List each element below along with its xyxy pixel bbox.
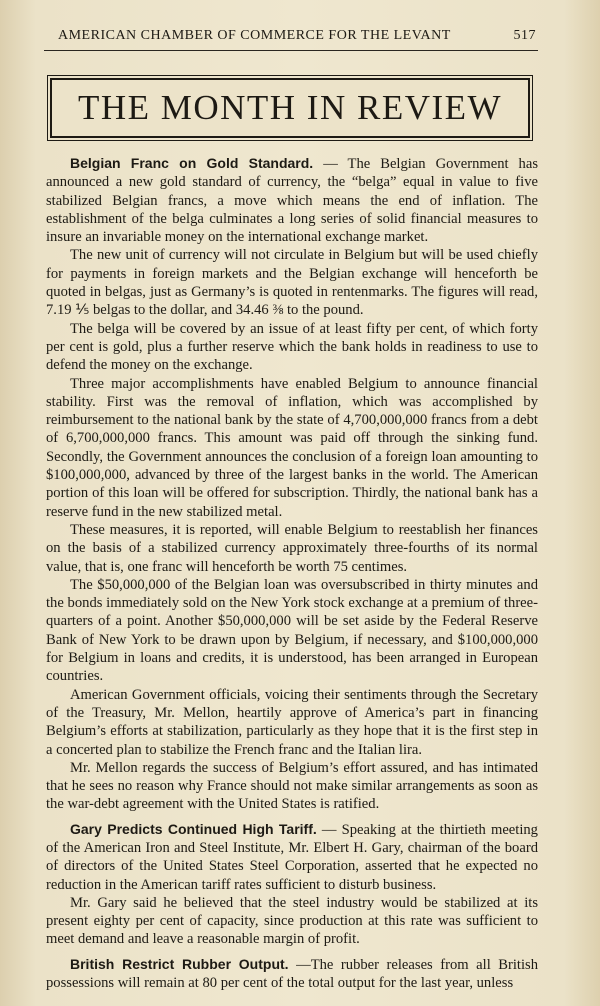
publication-title: AMERICAN CHAMBER OF COMMERCE FOR THE LEVANT <box>58 28 451 43</box>
paragraph: The new unit of currency will not circulate in Belgium but will be used chiefly for payments in foreign markets and the Belgian exchange will henceforth be quoted in belgas, just as Germany’s is quoted in rentenmarks. The figures will read, 7.19 ⅕ belgas to the dollar, and 34.46 ⅜ to the pound. <box>46 247 538 319</box>
running-head <box>58 28 536 44</box>
section-title: THE MONTH IN REVIEW <box>77 88 503 127</box>
gary-text: — Speaking at the thirtieth meeting of the American Iron and Steel Institute, Mr. Elbert H. Gary, chairman of the board of directors of the United States Steel Corporation, asserted that he expected no reduction in the American tariff rates sufficient to disturb business. <box>46 821 538 893</box>
paragraph: Mr. Mellon regards the success of Belgium’s effort assured, and has intimated that he sees no reason why France should not make similar arrangements as soon as the war-debt agreement with the United States is ratified. <box>46 759 538 813</box>
article-body <box>46 154 538 992</box>
paragraph: American Government officials, voicing their sentiments through the Secretary of the Treasury, Mr. Mellon, heartily approve of America’s part in financing Belgium’s efforts at stabilization, particularly as they hope that it is the first step in a concerted plan to stabilize the French franc and the Italian lira. <box>46 686 538 758</box>
paragraph: The $50,000,000 of the Belgian loan was oversubscribed in thirty minutes and the bonds immediately sold on the New York stock exchange at a premium of three-quarters of a point. Another $50,000,000 will be set aside by the Federal Reserve Bank of New York to be drawn upon by Belgium, if necessary, and $100,000,000 for Belgium in loans and credits, it is understood, has been arranged in European countries. <box>46 576 538 685</box>
paragraph: These measures, it is reported, will enable Belgium to reestablish her finances on the basis of a stabilized currency approximately three-fourths of its normal value, that is, one franc will henceforth be worth 75 centimes. <box>46 521 538 575</box>
header-rule <box>44 50 538 51</box>
paragraph: The belga will be covered by an issue of at least fifty per cent, of which forty per cent is gold, plus a further reserve which the bank holds in readiness to use to defend the money on the exchange. <box>46 320 538 374</box>
belgian-text: — The Belgian Government has announced a new gold standard of currency, the “belga” equal in value to five stabilized Belgian francs, a move which means the end of inflation. The establishment of the belga culminates a long series of solid financial measures to insure an invariable money on the international exchange market. <box>46 156 538 246</box>
belgian-paragraph <box>46 154 538 246</box>
paragraph: Mr. Gary said he believed that the steel industry would be stabilized at its present eighty per cent of capacity, since production at this rate was sufficient to meet demand and leave a reasonable margin of profit. <box>46 894 538 948</box>
paragraph: Three major accomplishments have enabled Belgium to announce financial stability. First was the removal of inflation, which was accomplished by reimbursement to the national bank by the state of 4,700,000,000 francs from a debt of 6,700,000,000 francs. This amount was paid off through the sinking fund. Secondly, the Government announces the conclusion of a foreign loan amounting to $100,000,000, advanced by three of the largest banks in the world. The American portion of this loan will be offered for subscription. Thirdly, the national bank has a reserve fund in the new stabilized metal. <box>46 375 538 520</box>
page-number: 517 <box>513 28 536 43</box>
belgian-heading: Belgian Franc on Gold Standard. <box>70 155 314 171</box>
rubber-heading: British Restrict Rubber Output. <box>70 955 289 972</box>
section-title-box <box>50 78 530 138</box>
rubber-paragraph <box>46 955 538 993</box>
rubber-text: —The rubber releases from all British possessions will remain at 80 per cent of the total output for the last year, unless <box>46 956 539 992</box>
gary-paragraph <box>46 820 538 894</box>
gary-heading: Gary Predicts Continued High Tariff. <box>70 820 317 837</box>
